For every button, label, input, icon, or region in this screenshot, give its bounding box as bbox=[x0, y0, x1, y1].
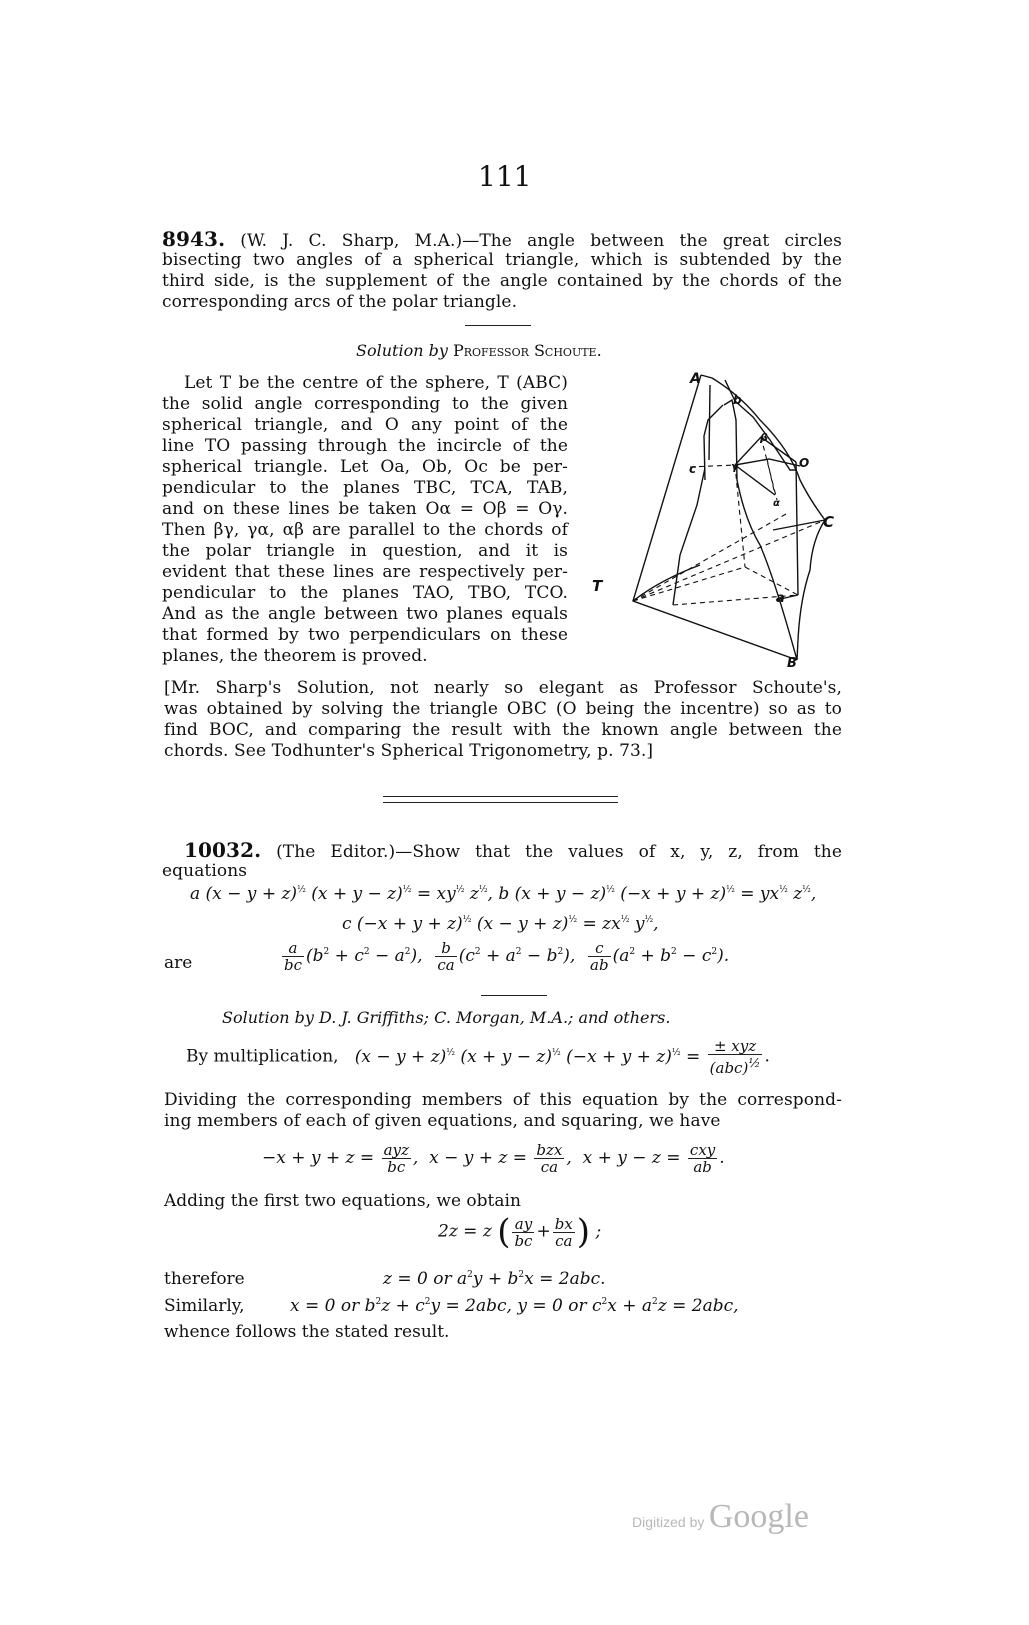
solution-heading: Solution by D. J. Griffiths; C. Morgan, M.A.; and others. bbox=[222, 1008, 671, 1027]
are-label: are bbox=[164, 953, 193, 973]
lhs: −x + y + z = bbox=[262, 1148, 375, 1168]
label-alpha: α bbox=[773, 498, 780, 509]
numerator: bzx bbox=[536, 1141, 563, 1159]
solid-lines bbox=[633, 375, 825, 660]
similarly-expr: x = 0 or $b^2z + c^2y = 2abc$, y = 0 or $c^2x + a^2z = 2abc$, bbox=[290, 1296, 739, 1316]
result-expr: $(a^2 + b^2 - c^2)$. bbox=[612, 946, 730, 966]
label-B: B bbox=[787, 656, 797, 671]
question-number: 8943. bbox=[162, 227, 226, 251]
terminator: ; bbox=[595, 1221, 602, 1242]
solution-line: Let T be the centre of the sphere, T (ABC) bbox=[184, 373, 568, 393]
section-divider-top bbox=[383, 796, 618, 797]
solution-line: spherical triangle. Let Oa, Ob, Oc be per- bbox=[162, 457, 568, 477]
question-text: (W. J. C. Sharp, M.A.)—The angle between the great circles bbox=[240, 231, 842, 251]
paren: ( bbox=[497, 1212, 511, 1252]
solution-line: pendicular to the planes TBC, TCA, TAB, bbox=[162, 478, 568, 498]
denominator: ca bbox=[555, 1231, 573, 1250]
fraction bbox=[282, 940, 304, 973]
solution-line: the solid angle corresponding to the given bbox=[162, 394, 568, 414]
solution-line: that formed by two perpendiculars on these bbox=[162, 625, 568, 645]
solver-name: Professor Schoute. bbox=[452, 341, 602, 360]
solution-line: evident that these lines are respectively per- bbox=[162, 562, 568, 582]
text-line: whence follows the stated result. bbox=[164, 1322, 450, 1342]
solution-line: And as the angle between two planes equals bbox=[162, 604, 568, 624]
mult-label: By multiplication, bbox=[186, 1046, 339, 1067]
section-divider-bottom bbox=[383, 802, 618, 803]
equation-2z: 2z = z ( $\frac{ay}{bc}$ + $\frac{bx}{ca}$ ) ; bbox=[438, 1212, 602, 1252]
therefore-label: therefore bbox=[164, 1269, 245, 1289]
question-line: bisecting two angles of a spherical triangle, which is subtended by the bbox=[162, 250, 842, 270]
fraction bbox=[708, 1038, 763, 1076]
denominator: ab bbox=[590, 956, 609, 974]
numerator: c bbox=[588, 940, 611, 957]
solution-line: and on these lines be taken Oα = Oβ = Oγ. bbox=[162, 499, 568, 519]
result-expr: $(c^2 + a^2 - b^2)$, bbox=[458, 946, 576, 966]
similarly-label: Similarly, bbox=[164, 1296, 245, 1316]
label-A: A bbox=[690, 371, 701, 387]
denominator: ca bbox=[437, 956, 455, 974]
divider bbox=[481, 995, 547, 996]
numerator: b bbox=[435, 940, 456, 957]
question-line: corresponding arcs of the polar triangle. bbox=[162, 292, 518, 312]
google-logo: Google bbox=[708, 1498, 809, 1535]
spherical-triangle-diagram bbox=[580, 360, 850, 675]
lhs: x − y + z = bbox=[429, 1148, 528, 1168]
page-number: 111 bbox=[478, 160, 532, 193]
question-line bbox=[162, 229, 842, 250]
denominator: bc bbox=[514, 1231, 533, 1250]
label-b: b bbox=[733, 393, 742, 407]
results bbox=[280, 940, 729, 973]
denominator: ab bbox=[693, 1158, 712, 1176]
numerator: a bbox=[282, 940, 304, 957]
multiplication-line: By multiplication, $(x - y + z)^{\frac{1}{2}}$ $(x + y - z)^{\frac{1}{2}}$ $(-x + y + z)^{\frac{1}{2}}$ = $\frac{\text{± xyz}}{(abc)^{\frac{1}{2}}}$ . bbox=[186, 1037, 770, 1077]
fraction bbox=[435, 940, 456, 973]
denominator: bc bbox=[387, 1158, 406, 1176]
label-C: C bbox=[823, 513, 835, 531]
equation-2: c $(-x + y + z)^{\frac{1}{2}}$ $(x - y + z)^{\frac{1}{2}} = zx^{\frac{1}{2}}$ $y^{\frac{1}{2}}$, bbox=[342, 914, 659, 934]
numerator: ay bbox=[512, 1216, 534, 1233]
separator: . bbox=[719, 1148, 725, 1168]
fraction bbox=[688, 1142, 717, 1175]
text-line: Adding the first two equations, we obtain bbox=[164, 1191, 521, 1211]
label-O: O bbox=[799, 456, 810, 470]
text-line: ing members of each of given equations, and squaring, we have bbox=[164, 1111, 721, 1131]
solution-line: the polar triangle in question, and it is bbox=[162, 541, 568, 561]
result-expr: $(b^2 + c^2 - a^2)$, bbox=[306, 946, 423, 966]
equation-1: a $(x - y + z)^{\frac{1}{2}}$ $(x + y - z)^{\frac{1}{2}} = xy^{\frac{1}{2}}$ $z^{\frac{1}{2}}$, b $(x + y - z)^{\frac{1}{2}}$ $(-x + y + z)^{\frac{1}{2}} = yx^{\frac{1}{2}}$ $z^{\frac{1}{2}}$, bbox=[190, 884, 817, 904]
divider bbox=[465, 325, 531, 326]
question-line bbox=[184, 840, 842, 861]
note-line: was obtained by solving the triangle OBC (O being the incentre) so as to bbox=[164, 699, 842, 719]
label-gamma: γ bbox=[731, 460, 739, 473]
label-T: T bbox=[592, 577, 603, 595]
solution-line: line TO passing through the incircle of the bbox=[162, 436, 568, 456]
question-number: 10032. bbox=[184, 838, 262, 862]
label-a: a bbox=[776, 591, 785, 606]
separator: , bbox=[412, 1148, 419, 1168]
numerator: ± xyz bbox=[708, 1038, 763, 1055]
fraction bbox=[588, 940, 611, 973]
solution-line: pendicular to the planes TAO, TBO, TCO. bbox=[162, 583, 568, 603]
digitized-by-google-watermark bbox=[632, 1498, 809, 1536]
label-beta: β bbox=[760, 431, 768, 444]
question-line: third side, is the supplement of the angle contained by the chords of the bbox=[162, 271, 842, 291]
solution-line: Then βγ, γα, αβ are parallel to the chords of bbox=[162, 520, 568, 540]
denominator: ca bbox=[540, 1158, 559, 1176]
denominator: (abc)$^{\frac{1}{2}}$ bbox=[709, 1055, 761, 1077]
mult-expr: $(x - y + z)^{\frac{1}{2}}$ $(x + y - z)^{\frac{1}{2}}$ $(-x + y + z)^{\frac{1}{2}}$ = bbox=[354, 1046, 701, 1067]
solution-heading bbox=[356, 341, 602, 360]
numerator: cxy bbox=[689, 1141, 716, 1159]
lhs: 2z = z bbox=[438, 1221, 492, 1242]
squared-equations bbox=[262, 1142, 725, 1175]
therefore-expr: z = 0 or $a^2y + b^2x = 2abc$. bbox=[383, 1269, 606, 1289]
fraction bbox=[553, 1216, 575, 1249]
paren: ) bbox=[576, 1212, 591, 1252]
numerator: bx bbox=[554, 1214, 573, 1233]
question-line: equations bbox=[162, 861, 248, 881]
question-text: (The Editor.)—Show that the values of x, y, z, from the bbox=[276, 842, 842, 862]
solution-line: planes, the theorem is proved. bbox=[162, 646, 428, 666]
solution-by: Solution by bbox=[356, 341, 448, 360]
fraction bbox=[534, 1142, 564, 1175]
separator: , bbox=[566, 1148, 572, 1168]
note-line: chords. See Todhunter's Spherical Trigonometry, p. 73.] bbox=[164, 741, 654, 761]
fraction bbox=[512, 1216, 534, 1249]
solution-line: spherical triangle, and O any point of the bbox=[162, 415, 568, 435]
watermark-prefix: Digitized by bbox=[632, 1514, 705, 1530]
numerator: ayz bbox=[383, 1141, 409, 1159]
lhs: x + y − z = bbox=[582, 1148, 681, 1168]
note-line: find BOC, and comparing the result with the known angle between the bbox=[164, 720, 842, 740]
fraction bbox=[382, 1142, 411, 1175]
label-c: c bbox=[689, 462, 697, 476]
text-line: Dividing the corresponding members of this equation by the correspond- bbox=[164, 1090, 842, 1110]
note-line: [Mr. Sharp's Solution, not nearly so elegant as Professor Schoute's, bbox=[164, 678, 842, 698]
denominator: bc bbox=[284, 956, 303, 974]
